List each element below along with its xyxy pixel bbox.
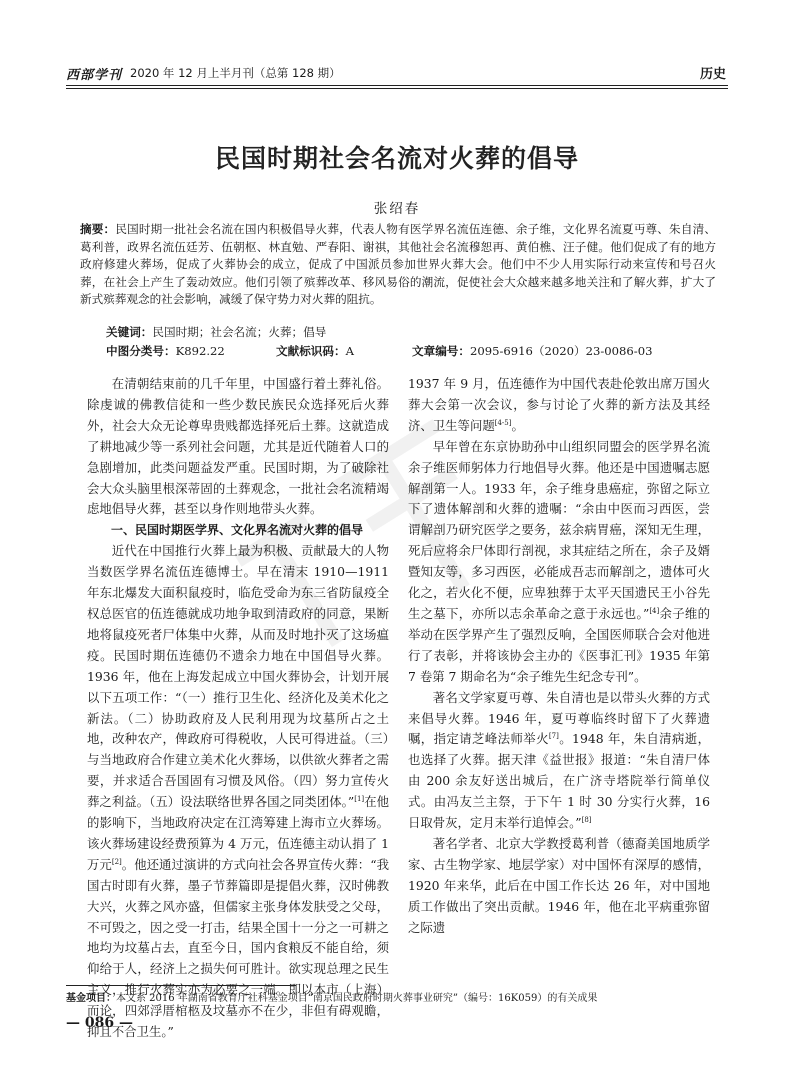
citation-ref: [8] <box>581 815 592 824</box>
article-author: 张绍春 <box>373 201 421 217</box>
header-rule <box>66 85 728 86</box>
journal-logo: 西部学刊 <box>66 68 123 83</box>
body-column-left <box>87 374 389 1043</box>
article-title: 民国时期社会名流对火葬的倡导 <box>214 144 579 173</box>
clc-label: 中图分类号： <box>106 344 176 358</box>
body-text: 1937 年 9 月，伍连德作为中国代表赴伦敦出席万国火葬大会第一次会议，参与讨论了火葬的新方法及其经济、卫生等问题 <box>408 376 710 433</box>
footnote-rule <box>66 985 296 986</box>
citation-ref: [7] <box>548 732 559 741</box>
footnote-label: 基金项目： <box>66 993 116 1004</box>
body-text: 在他的影响下，当地政府决定在江湾筹建上海市立火葬场。该火葬场建设经费预算为 4 万元，伍连德主动认捐了 1 万元 <box>87 794 390 872</box>
section-label: 历史 <box>699 67 726 82</box>
document-code <box>276 343 354 359</box>
doc-code-label: 文献标识码： <box>276 344 346 358</box>
article-number-label: 文章编号： <box>412 344 470 358</box>
body-paragraph <box>408 437 710 688</box>
abstract-label: 摘要： <box>80 222 116 236</box>
body-text: 。1948 年，朱自清病逝，也选择了火葬。据天津《益世报》报道：“朱自清尸体由 200 余友好送出城后，在广济寺塔院举行简单仪式。由冯友兰主祭，于下午 1 时 30 分实行火葬，16 日取骨灰，定月末举行追悼会。” <box>408 731 710 831</box>
clc-number <box>106 343 225 359</box>
body-column-right <box>408 374 710 938</box>
running-header <box>66 62 728 84</box>
keywords-label: 关键词： <box>106 325 153 339</box>
body-text: 著名文学家夏丏尊、朱自清也是以带头火葬的方式来倡导火葬。1946 年，夏丏尊临终时留下了火葬遗嘱，指定请芝峰法师举火 <box>408 689 710 747</box>
body-text: 近代在中国推行火葬上最为积极、贡献最大的人物当数医学界名流伍连德博士。早在清末 1910—1911 年东北爆发大面积鼠疫时，临危受命为东三省防鼠疫全权总医官的伍连德就成功地争取到清政府的同意，果断地将鼠疫死者尸体集中火葬，从而及时地扑灭了这场瘟疫。民国时期伍连德仍不遗余力地在中国倡导火葬。1936 年，他在上海发起成立中国火葬协会，计划开展以下五项工作：“（一）推行卫生化、经济化及美术化之新法。（二）协助政府及人民利用现为坟墓所占之土地，改种农产，俾政府可得税收，人民可得进益。（三）与当地政府合作建立美术化火葬场，以供欲火葬者之需要，并求适合吾国固有习惯及风俗。（四）努力宣传火葬之利益。（五）设法联络世界各国之同类团体。” <box>87 543 389 810</box>
abstract-text: 民国时期一批社会名流在国内积极倡导火葬，代表人物有医学界名流伍连德、余子维，文化界名流夏丏尊、朱自清、葛利普，政界名流伍廷芳、伍朝枢、林直勉、严春阳、谢祺，其他社会名流穆恕再、黄伯樵、汪子健。他们促成了有的地方政府修建火葬场，促成了火葬协会的成立，促成了中国派员参加世界火葬大会。他们中不少人用实际行动来宣传和号召火葬，在社会上产生了轰动效应。他们引领了殡葬改革、移风易俗的潮流，促使社会大众越来越多地关注和了解火葬，扩大了新式殡葬观念的社会影响，减缓了保守势力对火葬的阻抗。 <box>80 222 716 307</box>
page-number: — 086 — <box>66 1015 133 1031</box>
body-text: 早年曾在东京协助孙中山组织同盟会的医学界名流余子维医师躬体力行地倡导火葬。他还是中国遗嘱志愿解剖第一人。1933 年，余子维身患癌症，弥留之际立下了遗体解剖和火葬的遗嘱：“余由中医而习西医，尝谓解剖乃研究医学之要务，兹余病胃癌，深知无生理，死后应将余尸体即行剖视，求其症结之所在，余子及婿暨知友等，多习西医，必能成吾志而解剖之，遗体可火化之，若火化不便，应卑独葬于太平天国遗民王小谷先生之墓下，亦所以志余革命之意于永远也。” <box>408 438 710 621</box>
citation-ref: [2] <box>111 857 122 866</box>
body-text: 。他还通过演讲的方式向社会各界宣传火葬：“我国古时即有火葬，墨子节葬篇即是提倡火葬，汉时佛教大兴，火葬之风亦盛，但儒家主张身体发肤受之父母，不可毁之，因之受一打击，结果全国十一分之一可耕之地均为坟墓占去，直至今日，国内食粮反不能自给，须仰给于人，经济上之损失何可胜计。欲实现总理之民生主义，推行火葬实亦为必要之一端。即以本市（上海）而论，四郊浮厝棺柩及坟墓亦不在少，非但有碍观瞻，抑且不合卫生。” <box>87 856 389 1040</box>
citation-ref: [4-5] <box>494 418 512 427</box>
article-number-value: 2095-6916（2020）23-0086-03 <box>469 344 653 358</box>
article-number <box>412 343 652 359</box>
citation-ref: [4] <box>649 606 660 615</box>
citation-ref: [1] <box>354 795 365 803</box>
keywords <box>106 324 326 340</box>
body-paragraph-cont <box>408 374 710 437</box>
footnote-text: 本文系 2016 年湖南省教育厅社科基金项目“南京国民政府时期火葬事业研究”（编号：16K059）的有关成果 <box>116 993 598 1004</box>
clc-value: K892.22 <box>175 344 225 358</box>
abstract <box>80 221 716 309</box>
body-paragraph: 在清朝结束前的几千年里，中国盛行着土葬礼俗。除虔诚的佛教信徒和一些少数民族民众选择死后火葬外，社会大众无论尊卑贵贱都选择死后土葬。这就造成了耕地减少等一系列社会问题，尤其是近代随着人口的急剧增加，此类问题益发严重。民国时期，为了破除社会大众头脑里根深蒂固的土葬观念，一批社会名流精竭虑地倡导火葬，甚至以身作则地带头火葬。 <box>87 376 389 517</box>
body-paragraph <box>408 688 710 834</box>
section-heading: 一、民国时期医学界、文化界名流对火葬的倡导 <box>111 523 364 538</box>
body-text: 。 <box>511 417 524 433</box>
journal-issue-info: 2020 年 12 月上半月刊（总第 128 期） <box>130 66 341 80</box>
body-text: 余子维的举动在医学界产生了强烈反响，全国医师联合会对他进行了表彰，并将该协会主办的《医事汇刊》1935 年第 7 卷第 7 期命名为“余子维先生纪念专刊”。 <box>408 605 711 684</box>
body-paragraph: 著名学者、北京大学教授葛利普（德裔美国地质学家、古生物学家、地层学家）对中国怀有深厚的感情，1920 年来华，此后在中国工作长达 26 年，对中国地质工作做出了突出贡献。1946 年，他在北平病重弥留之际遗 <box>408 835 710 935</box>
keywords-text: 民国时期；社会名流；火葬；倡导 <box>152 325 327 339</box>
header-rule-thin <box>66 88 728 89</box>
doc-code-value: A <box>345 344 354 358</box>
funding-footnote <box>66 992 728 1006</box>
body-paragraph <box>87 541 389 1043</box>
